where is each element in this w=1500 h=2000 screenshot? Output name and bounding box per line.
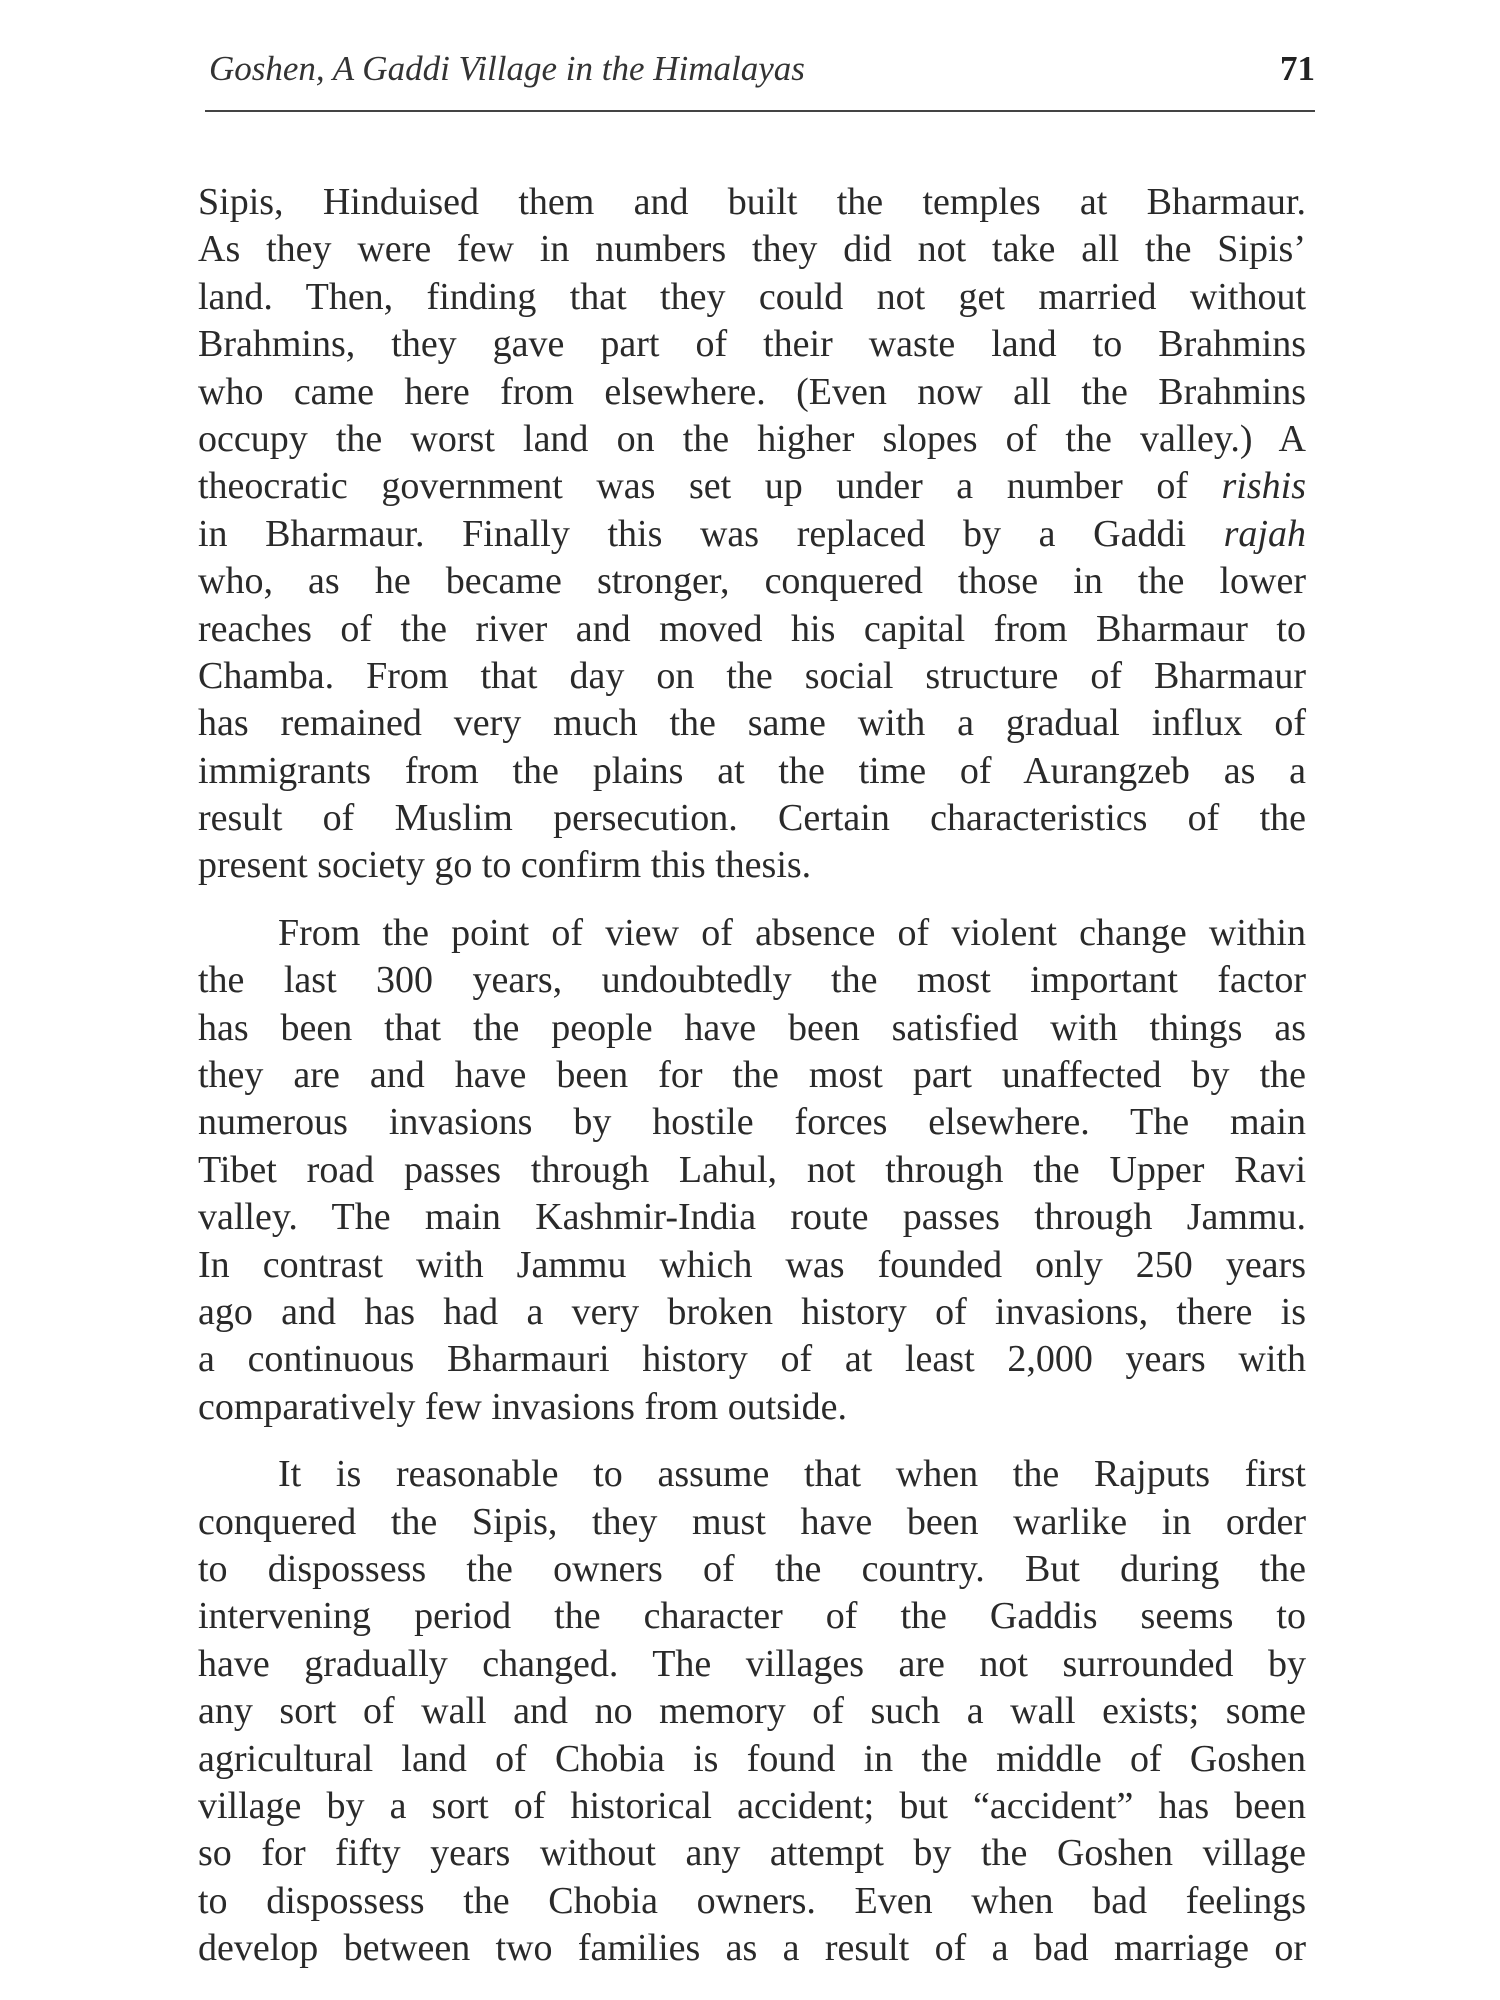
text-line: numerous invasions by hostile forces elsewhere. The main xyxy=(198,1101,1306,1144)
text-line: From the point of view of absence of violent change within xyxy=(278,911,1306,954)
text-line: who, as he became stronger, conquered those in the lower xyxy=(198,560,1306,603)
text-line: result of Muslim persecution. Certain characteristics of the xyxy=(198,797,1306,840)
header-rule xyxy=(205,110,1315,112)
text-line: occupy the worst land on the higher slopes of the valley.) A xyxy=(198,417,1306,460)
running-title: Goshen, A Gaddi Village in the Himalayas xyxy=(209,49,805,88)
text-line: have gradually changed. The villages are not surrounded by xyxy=(198,1642,1306,1685)
text-line-part: in Bharmaur. Finally this was replaced by a Gaddi xyxy=(198,512,1224,555)
text-line: immigrants from the plains at the time of Aurangzeb as a xyxy=(198,749,1306,792)
text-line: to dispossess the owners of the country. But during the xyxy=(198,1547,1306,1590)
text-line xyxy=(198,463,1306,510)
text-line: intervening period the character of the Gaddis seems to xyxy=(198,1595,1306,1638)
page-number: 71 xyxy=(1280,49,1315,88)
text-line: ago and has had a very broken history of invasions, there is xyxy=(198,1290,1306,1333)
text-line: develop between two families as a result of a bad marriage or xyxy=(198,1927,1306,1970)
text-line: the last 300 years, undoubtedly the most important factor xyxy=(198,959,1306,1002)
text-line: Brahmins, they gave part of their waste land to Brahmins xyxy=(198,323,1306,366)
text-line: Chamba. From that day on the social structure of Bharmaur xyxy=(198,654,1306,697)
text-line: valley. The main Kashmir-India route passes through Jammu. xyxy=(198,1196,1306,1239)
paragraph-2 xyxy=(198,910,1306,1431)
text-line: Tibet road passes through Lahul, not through the Upper Ravi xyxy=(198,1148,1306,1191)
running-header xyxy=(205,44,1315,94)
text-line: It is reasonable to assume that when the Rajputs first xyxy=(278,1453,1306,1496)
text-line: village by a sort of historical accident; but “accident” has been xyxy=(198,1784,1306,1827)
body-text xyxy=(198,179,1306,1972)
text-line: land. Then, finding that they could not get married without xyxy=(198,275,1306,318)
text-line: In contrast with Jammu which was founded only 250 years xyxy=(198,1243,1306,1286)
text-line: Sipis, Hinduised them and built the temples at Bharmaur. xyxy=(198,181,1306,223)
text-line: they are and have been for the most part unaffected by the xyxy=(198,1054,1306,1097)
text-line: reaches of the river and moved his capital from Bharmaur to xyxy=(198,607,1306,650)
paragraph-1 xyxy=(198,179,1306,890)
italic-term-rishis: rishis xyxy=(1221,465,1306,508)
text-line xyxy=(198,511,1306,558)
text-line: comparatively few invasions from outside. xyxy=(198,1385,848,1428)
text-line: has remained very much the same with a gradual influx of xyxy=(198,702,1306,745)
text-line: agricultural land of Chobia is found in the middle of Goshen xyxy=(198,1737,1306,1780)
paragraph-3 xyxy=(198,1451,1306,1972)
text-line: so for fifty years without any attempt by the Goshen village xyxy=(198,1832,1306,1875)
text-line: present society go to confirm this thesis. xyxy=(198,844,812,887)
text-line: conquered the Sipis, they must have been warlike in order xyxy=(198,1500,1306,1543)
text-line: any sort of wall and no memory of such a wall exists; some xyxy=(198,1690,1306,1733)
italic-term-rajah: rajah xyxy=(1223,512,1306,555)
text-line: has been that the people have been satisfied with things as xyxy=(198,1006,1306,1049)
text-line: a continuous Bharmauri history of at least 2,000 years with xyxy=(198,1338,1306,1381)
text-line: As they were few in numbers they did not take all the Sipis’ xyxy=(198,228,1306,271)
text-line: who came here from elsewhere. (Even now all the Brahmins xyxy=(198,370,1306,413)
text-line-part: theocratic government was set up under a number of xyxy=(198,465,1222,508)
text-line: to dispossess the Chobia owners. Even when bad feelings xyxy=(198,1879,1306,1922)
